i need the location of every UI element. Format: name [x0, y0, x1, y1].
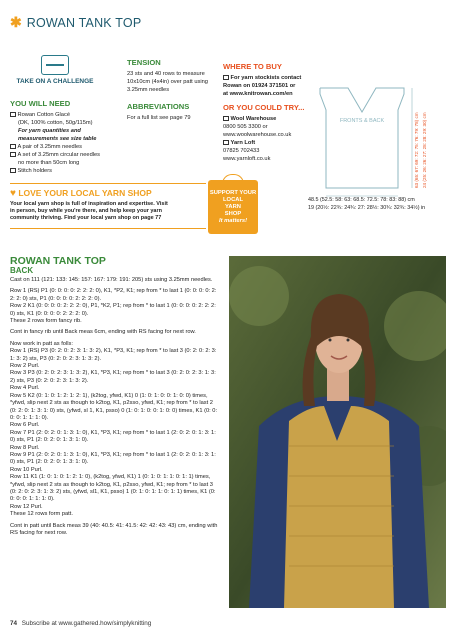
need-item: measurements see size table	[18, 136, 97, 142]
subscribe-link[interactable]: Subscribe at www.gathered.how/simplyknitting	[21, 620, 152, 627]
checkbox-icon	[10, 112, 16, 118]
tension-section	[127, 58, 222, 122]
challenge-label: TAKE ON A CHALLENGE	[16, 78, 94, 85]
bag-text: SUPPORT YOUR	[209, 190, 257, 196]
pattern-paragraph: Row 2 Purl.	[10, 363, 40, 370]
pattern-paragraph: Row 12 Purl.	[10, 503, 43, 510]
shop-website[interactable]: www.yarnloft.co.uk	[223, 156, 271, 162]
bag-text: YARN	[225, 204, 241, 210]
need-item: A set of 3.25mm circular needles	[10, 151, 120, 159]
side-measurement: 24 (25: 26: 26: 27: 28: 28: 29: 30) cm	[422, 112, 427, 188]
need-item: (DK, 100% cotton, 50g/115m)	[18, 120, 93, 126]
where-to-buy-heading: WHERE TO BUY	[223, 62, 282, 71]
tension-heading: TENSION	[127, 58, 161, 67]
pattern-paragraph: Row 5 K2 (0: 1: 0: 1: 2: 1: 2: 1), (k2tog, yfwd, K1) 0 (1: 0: 1: 0: 0: 1: 0: 0) times, *yfwd, slip next 2 sts as though to k2tog, K1, p2sso, yfwd, K1; rep from * to last 2 (0: 2: 0: 1: 3: 1: 0) sts, (yfwd, sl 1, K1, psso) 0 (1: 0: 1: 0: 0: 1: 0: 0) times, K1 (0: 0: 0: 0: 1: 1: 1: 0).	[10, 392, 218, 421]
need-item: no more than 50cm long	[18, 160, 80, 166]
pattern-subtitle: BACK	[10, 266, 34, 275]
shop-website[interactable]: www.woolwarehouse.co.uk	[223, 132, 292, 138]
tension-text: 23 sts and 40 rows to measure 10x10cm (4x4in) over patt using 3.25mm needles	[127, 71, 208, 93]
checkbox-icon	[10, 168, 16, 174]
pattern-paragraph: Row 1 (RS) P1 (0: 0: 0: 0: 2: 2: 2: 0), K1, *P2, K1; rep from * to last 1 (0: 0: 0: 0: 2: 2: 2: 0) sts, P1 (0: 0: 0: 0: 2: 2: 2: 0).	[10, 288, 217, 302]
shop-phone: 0800 505 3300 or	[223, 124, 268, 130]
pattern-paragraph: Row 6 Purl.	[10, 422, 40, 429]
banner-heading: ♥ LOVE YOUR LOCAL YARN SHOP	[10, 188, 152, 199]
page-header	[10, 14, 141, 31]
pattern-paragraph: Row 7 P1 (2: 0: 2: 0: 1: 3: 1: 0), K1, *P3, K1; rep from * to last 1 (2: 0: 2: 0: 1: 3: 1: 0) sts, P1 (2: 0: 2: 0: 1: 3: 1: 0).	[10, 429, 216, 444]
pattern-paragraph: Row 2 K1 (0: 0: 0: 0: 2: 2: 2: 0), P1, *K2, P1; rep from * to last 1 (0: 0: 0: 0: 2: 2: 2: 0) sts, K1 (0: 0: 0: 0: 2: 2: 2: 0).	[10, 303, 216, 317]
pattern-paragraph: These 12 rows form patt.	[10, 511, 73, 518]
you-will-need-heading: YOU WILL NEED	[10, 99, 71, 108]
model-photo	[229, 256, 446, 608]
pattern-paragraph: Cast on 111 (121: 133: 145: 157: 167: 179: 191: 205) sts using 3.25mm needles.	[10, 277, 213, 283]
pattern-paragraph: Row 1 (RS) P3 (0: 2: 0: 2: 3: 1: 3: 2), K1, *P3, K1; rep from * to last 3 (0: 2: 0: 2: 3: 1: 3: 2) sts, P3 (0: 2: 0: 2: 3: 1: 3: 2).	[10, 348, 217, 362]
banner-text: community thriving. Find your local yarn shop on page 77	[10, 215, 162, 221]
banner-text: Your local yarn shop is full of inspiration and expertise. Visit	[10, 201, 168, 207]
shop-name: Yarn Loft	[223, 139, 311, 147]
pattern-paragraph: Cont in patt until Back meas 39 (40: 40.5: 41: 41.5: 42: 42: 43: 43) cm, ending with RS facing for next row.	[10, 522, 218, 536]
difficulty-icon	[41, 55, 69, 75]
pattern-paragraph: Row 11 K1 (1: 0: 1: 0: 1: 2: 1: 0), (k2tog, yfwd, K1) 1 (0: 1: 0: 1: 1: 0: 1: 1) times, *yfwd, slip next 2 sts as though to k2tog, K1, p2sso, yfwd, K1; rep from * to last 3 (0: 2: 0: 2: 3: 1: 3: 2) sts, (yfwd, sl1, K1, psso) 1 (0: 1: 0: 1: 1: 0: 1: 1) times, K1 (0: 0: 0: 0: 1: 1: 1: 0).	[10, 474, 216, 503]
pattern-paragraph: Row 9 P1 (2: 0: 2: 0: 1: 3: 1: 0), K1, *P3, K1; rep from * to last 1 (2: 0: 2: 0: 1: 3: 1: 0) sts, P1 (2: 0: 2: 0: 1: 3: 1: 0).	[10, 451, 216, 466]
pattern-instructions	[10, 256, 218, 541]
pattern-paragraph: Row 4 Purl.	[10, 385, 40, 392]
tank-top-outline	[300, 80, 446, 215]
you-will-need-section	[10, 99, 120, 175]
checkbox-icon	[10, 152, 16, 158]
bottom-measurement-cm: 48.5 (52.5: 58: 63: 68.5: 72.5: 78: 83: 88) cm	[308, 197, 415, 203]
abbreviations-text: For a full list see page 79	[127, 115, 191, 121]
pattern-paragraph: Now work in patt as folls:	[10, 340, 73, 347]
abbreviations-heading: ABBREVIATIONS	[127, 102, 190, 111]
pattern-paragraph: Row 10 Purl.	[10, 466, 43, 473]
diagram-label: FRONTS & BACK	[339, 118, 385, 124]
buy-line: at www.knitrowan.com/en	[223, 91, 293, 97]
need-item: Stitch holders	[10, 167, 120, 175]
pattern-paragraph: Cont in fancy rib until Back meas 6cm, ending with RS facing for next row.	[10, 329, 196, 336]
checkbox-icon	[10, 144, 16, 150]
heart-icon: ♥	[10, 188, 16, 199]
banner-text: in person, buy while you're there, and help keep your yarn	[10, 208, 162, 214]
bag-text: It matters!	[218, 218, 248, 224]
asterisk-icon: ✱	[10, 14, 22, 30]
woman-in-tank-top-image	[229, 256, 446, 608]
yarn-shop-banner	[10, 183, 206, 229]
shop-name: Wool Warehouse	[223, 115, 311, 123]
bag-text: LOCAL	[223, 197, 243, 203]
try-heading: OR YOU COULD TRY...	[223, 103, 305, 112]
bag-text: SHOP	[224, 211, 242, 217]
need-item: A pair of 3.25mm needles	[10, 143, 120, 151]
buy-line: For yarn stockists contact	[223, 74, 311, 82]
checkbox-icon	[223, 75, 229, 81]
garment-diagram	[300, 80, 446, 215]
buy-line: Rowan on 01924 371501 or	[223, 83, 296, 89]
pattern-title: ROWAN TANK TOP	[10, 255, 106, 267]
bottom-measurements	[308, 197, 448, 212]
need-item: Rowan Cotton Glacé	[10, 111, 120, 119]
page-footer	[10, 620, 151, 627]
side-measurement: 63 (65: 67: 69: 72: 75: 76: 79: 78) cm	[414, 112, 419, 188]
checkbox-icon	[223, 116, 229, 122]
pattern-paragraph: Row 8 Purl.	[10, 444, 40, 451]
need-item: For yarn quantities and	[18, 128, 81, 134]
where-to-buy-section	[223, 62, 311, 163]
pattern-paragraph: These 2 rows form fancy rib.	[10, 318, 82, 325]
challenge-badge	[10, 55, 100, 85]
page-title: ROWAN TANK TOP	[26, 15, 142, 30]
shop-bag-icon	[208, 180, 258, 234]
bottom-measurement-in: 19 (20½: 22¾: 24¾: 27: 28½: 30¾: 32¾: 34½) in	[308, 204, 426, 211]
shop-phone: 07825 702433	[223, 148, 260, 154]
pattern-paragraph: Row 3 P3 (0: 2: 0: 2: 3: 1: 3: 2), K1, *P3, K1; rep from * to last 3 (0: 2: 0: 2: 3: 1: 3: 2) sts, P3 (0: 2: 0: 2: 3: 1: 3: 2).	[10, 370, 216, 384]
page-number: 74	[10, 620, 18, 627]
checkbox-icon	[223, 140, 229, 146]
